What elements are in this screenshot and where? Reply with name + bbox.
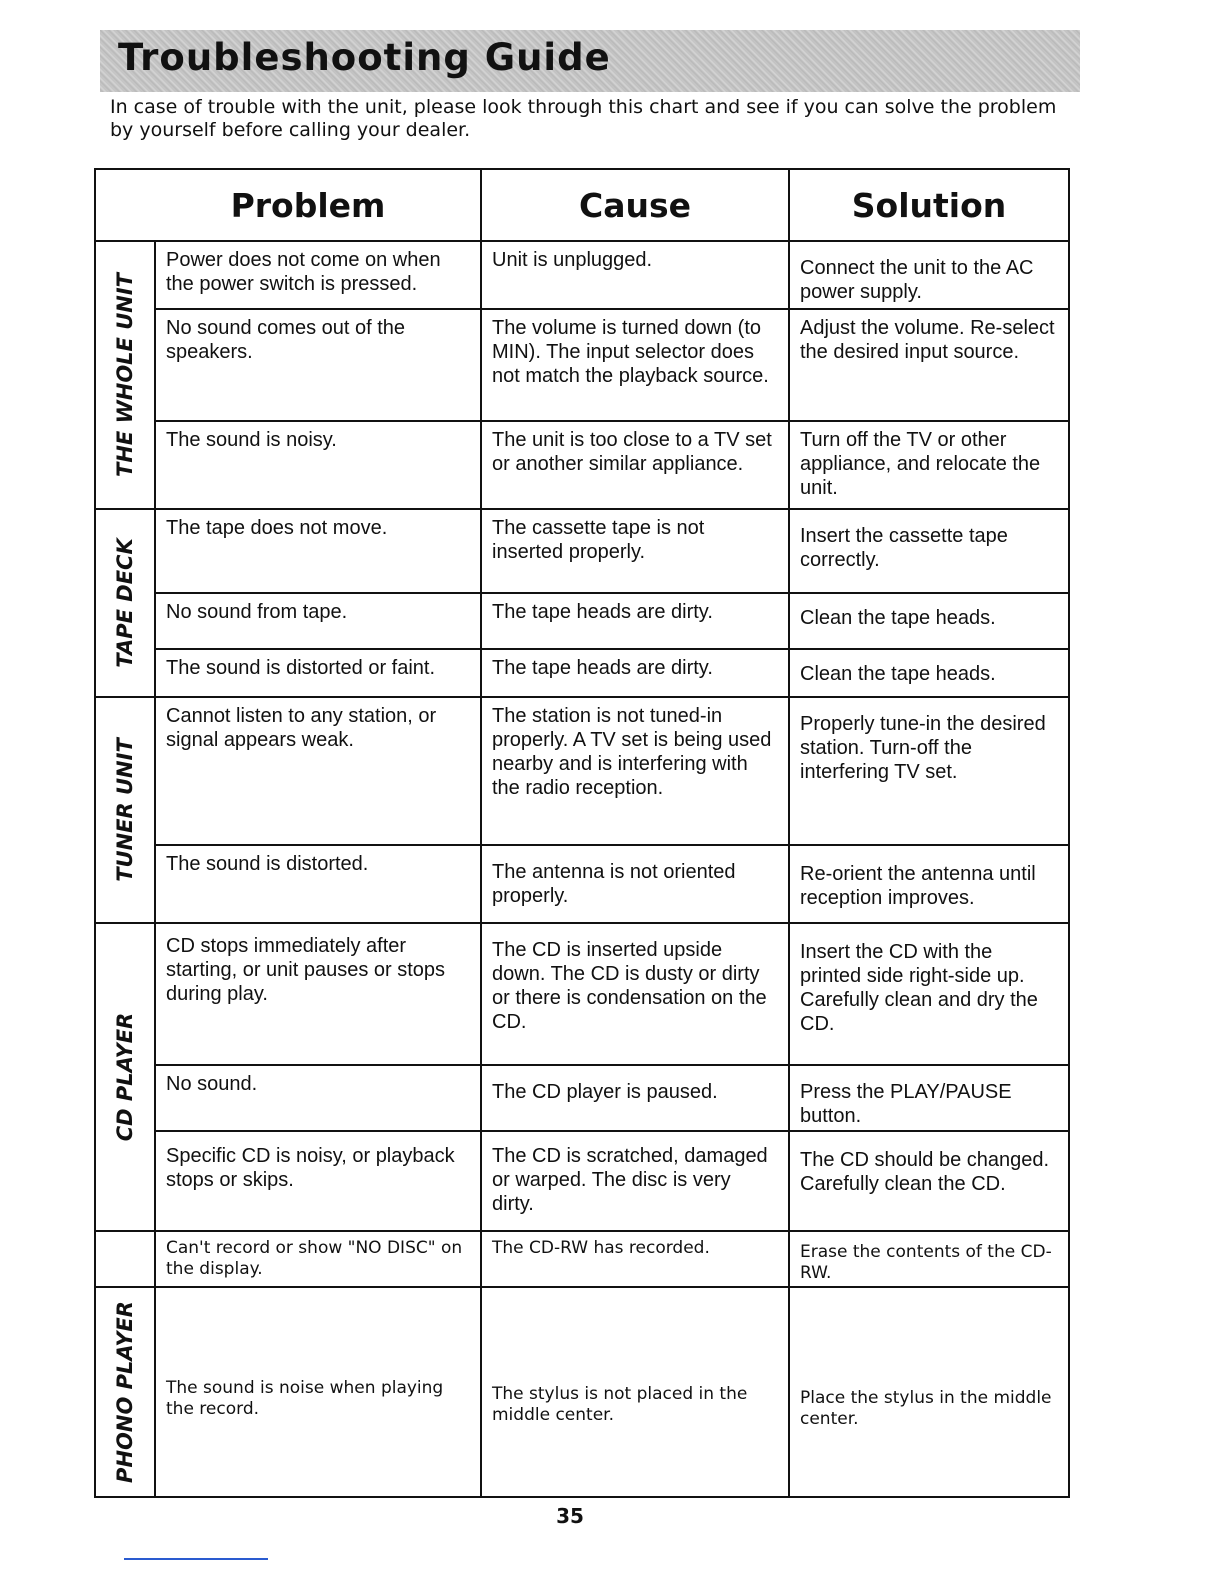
table-row bbox=[156, 924, 1068, 1066]
solution-cell: Insert the CD with the printed side right-side up. Carefully clean and dry the CD. bbox=[800, 941, 1038, 1035]
group-label: TAPE DECK bbox=[113, 538, 137, 668]
cause-cell: The volume is turned down (to MIN). The input selector does not match the playback source. bbox=[482, 310, 790, 420]
cause-cell: The CD is scratched, damaged or warped. The disc is very dirty. bbox=[482, 1132, 790, 1230]
footer-rule bbox=[124, 1558, 268, 1560]
solution-cell: Clean the tape heads. bbox=[800, 607, 996, 629]
group-cd-rw bbox=[96, 1232, 156, 1288]
cause-cell: The unit is too close to a TV set or another similar appliance. bbox=[482, 422, 790, 508]
cause-cell: The tape heads are dirty. bbox=[482, 594, 790, 648]
cause-cell: The antenna is not oriented properly. bbox=[482, 846, 790, 922]
troubleshooting-table bbox=[94, 168, 1070, 1498]
problem-cell: No sound. bbox=[156, 1066, 482, 1130]
title-banner bbox=[100, 30, 1080, 92]
group-tape-deck bbox=[96, 510, 156, 698]
solution-cell: Clean the tape heads. bbox=[800, 663, 996, 685]
solution-cell: Press the PLAY/PAUSE button. bbox=[800, 1081, 1012, 1127]
table-row bbox=[156, 698, 1068, 846]
problem-cell: The tape does not move. bbox=[156, 510, 482, 592]
solution-cell: Erase the contents of the CD-RW. bbox=[800, 1242, 1052, 1283]
group-label: CD PLAYER bbox=[113, 1012, 137, 1142]
table-row bbox=[156, 594, 1068, 650]
problem-cell: The sound is noise when playing the record. bbox=[156, 1288, 482, 1496]
group-label: TUNER UNIT bbox=[113, 738, 137, 882]
table-row bbox=[156, 310, 1068, 422]
solution-cell: Re-orient the antenna until reception improves. bbox=[800, 863, 1036, 909]
table-row bbox=[156, 1066, 1068, 1132]
solution-cell: The CD should be changed. Carefully clean the CD. bbox=[800, 1149, 1050, 1195]
cause-cell: The tape heads are dirty. bbox=[482, 650, 790, 696]
group-whole-unit bbox=[96, 242, 156, 510]
problem-cell: The sound is distorted. bbox=[156, 846, 482, 922]
table-header bbox=[96, 170, 1068, 242]
solution-cell: Properly tune-in the desired station. Turn-off the interfering TV set. bbox=[800, 713, 1046, 783]
group-phono-player bbox=[96, 1288, 156, 1496]
header-solution: Solution bbox=[851, 185, 1007, 225]
solution-cell: Turn off the TV or other appliance, and relocate the unit. bbox=[800, 429, 1041, 499]
group-label: THE WHOLE UNIT bbox=[113, 273, 137, 477]
page-title: Troubleshooting Guide bbox=[118, 36, 611, 79]
problem-cell: The sound is noisy. bbox=[156, 422, 482, 508]
problem-cell: No sound from tape. bbox=[156, 594, 482, 648]
solution-cell: Adjust the volume. Re-select the desired input source. bbox=[800, 317, 1055, 363]
solution-cell: Place the stylus in the middle center. bbox=[800, 1388, 1052, 1429]
table-row bbox=[156, 510, 1068, 594]
header-problem: Problem bbox=[96, 170, 482, 240]
intro-text: In case of trouble with the unit, please look through this chart and see if you can solve the problem by yourself before calling your dealer. bbox=[110, 96, 1057, 141]
problem-cell: Power does not come on when the power switch is pressed. bbox=[156, 242, 482, 308]
table-row bbox=[156, 242, 1068, 310]
header-cause: Cause bbox=[482, 170, 790, 240]
page-number: 35 bbox=[556, 1504, 584, 1528]
cause-cell: The cassette tape is not inserted properly. bbox=[482, 510, 790, 592]
group-cd-player bbox=[96, 924, 156, 1232]
cause-cell: The CD player is paused. bbox=[482, 1066, 790, 1130]
table-row bbox=[156, 1232, 1068, 1288]
problem-cell: CD stops immediately after starting, or unit pauses or stops during play. bbox=[156, 924, 482, 1064]
table-row bbox=[156, 422, 1068, 510]
problem-cell: Cannot listen to any station, or signal appears weak. bbox=[156, 698, 482, 844]
problem-cell: Specific CD is noisy, or playback stops or skips. bbox=[156, 1132, 482, 1230]
group-label: PHONO PLAYER bbox=[113, 1301, 137, 1483]
table-row bbox=[156, 1288, 1068, 1496]
group-tuner-unit bbox=[96, 698, 156, 924]
solution-cell: Connect the unit to the AC power supply. bbox=[800, 257, 1034, 303]
table-row bbox=[156, 1132, 1068, 1232]
problem-cell: Can't record or show "NO DISC" on the display. bbox=[156, 1232, 482, 1286]
cause-cell: Unit is unplugged. bbox=[482, 242, 790, 308]
cause-cell: The station is not tuned-in properly. A TV set is being used nearby and is interfering with the radio reception. bbox=[482, 698, 790, 844]
cause-cell: The stylus is not placed in the middle center. bbox=[482, 1288, 790, 1496]
cause-cell: The CD-RW has recorded. bbox=[482, 1232, 790, 1286]
table-row bbox=[156, 846, 1068, 924]
table-row bbox=[156, 650, 1068, 698]
cause-cell: The CD is inserted upside down. The CD is dusty or dirty or there is condensation on the CD. bbox=[482, 924, 790, 1064]
problem-cell: The sound is distorted or faint. bbox=[156, 650, 482, 696]
solution-cell: Insert the cassette tape correctly. bbox=[800, 525, 1008, 571]
problem-cell: No sound comes out of the speakers. bbox=[156, 310, 482, 420]
